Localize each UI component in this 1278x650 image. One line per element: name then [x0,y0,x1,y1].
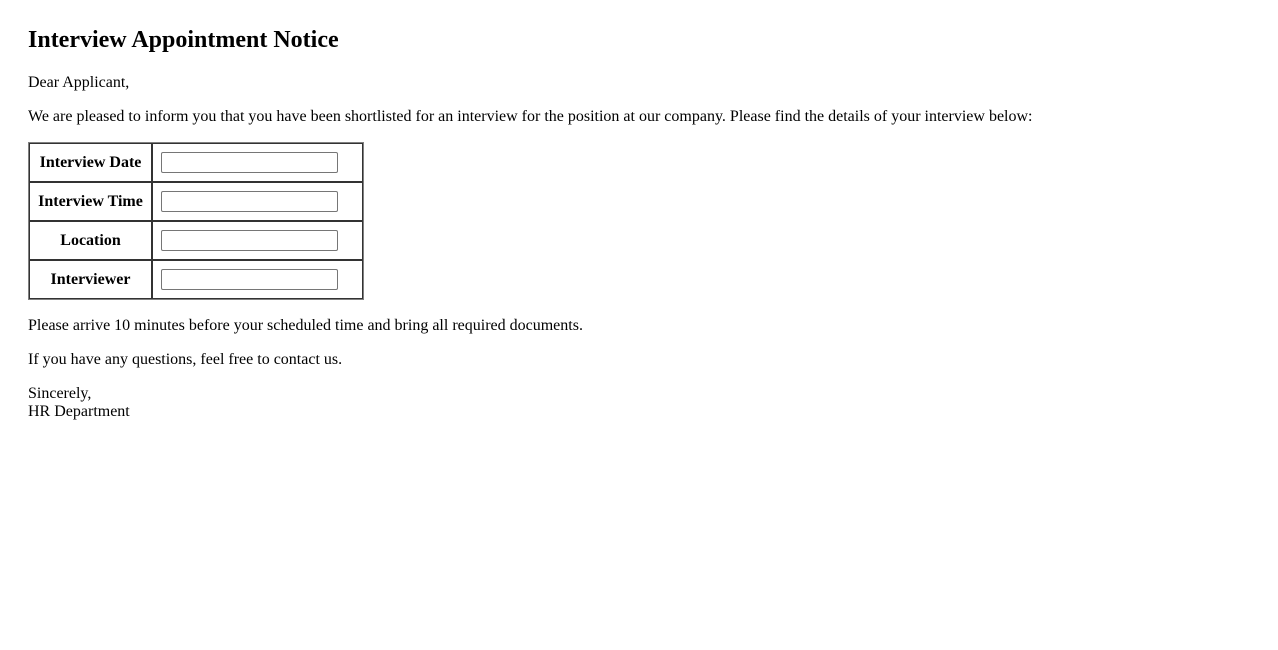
arrival-note: Please arrive 10 minutes before your scheduled time and bring all required documents. [28,317,583,334]
location-cell [152,221,363,260]
location-label: Location [29,221,152,260]
greeting-text: Dear Applicant, [28,74,130,91]
interviewer-cell [152,260,363,299]
signoff-text: Sincerely, [28,385,92,402]
table-row [29,143,363,182]
interview-time-label: Interview Time [29,182,152,221]
interview-date-input[interactable] [161,152,338,173]
interviewer-label: Interviewer [29,260,152,299]
questions-note: If you have any questions, feel free to contact us. [28,351,343,368]
table-row [29,221,363,260]
interviewer-input[interactable] [161,269,338,290]
closing-block [28,385,1258,421]
interview-details-table [28,142,364,300]
interview-time-cell [152,182,363,221]
interview-date-cell [152,143,363,182]
location-input[interactable] [161,230,338,251]
signature-text: HR Department [28,403,130,420]
table-row [29,260,363,299]
interview-date-label: Interview Date [29,143,152,182]
table-row [29,182,363,221]
page-title: Interview Appointment Notice [28,27,339,53]
intro-paragraph: We are pleased to inform you that you have been shortlisted for an interview for the position at our company. Please find the details of your interview below: [28,108,1033,125]
interview-time-input[interactable] [161,191,338,212]
